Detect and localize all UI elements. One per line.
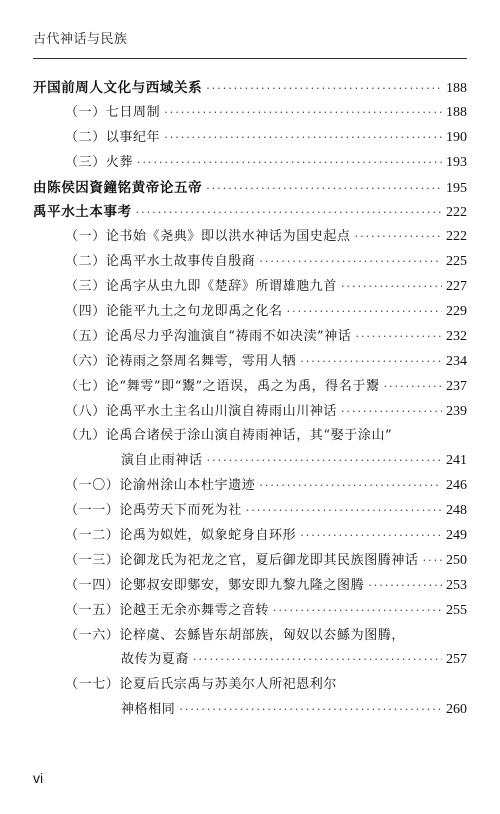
dot-leader: [341, 405, 442, 418]
toc-entry-label: 神格相同: [121, 702, 176, 718]
toc-page-number: 190: [446, 129, 467, 145]
toc-page-number: 229: [446, 304, 467, 320]
toc-entry-label: （一四）论鄋叔安即鄋安，鄋安即九黎九隆之图腾: [65, 577, 365, 593]
toc-section-row: [33, 101, 467, 126]
toc-entry-label: 禹平水土本事考: [33, 204, 132, 221]
toc-page-number: 232: [446, 328, 467, 344]
toc-entry-label: （三）论禹字从虫九即《楚辞》所谓雄虺九首: [65, 279, 338, 295]
toc-section-row: [33, 449, 467, 474]
dot-leader: [355, 230, 442, 243]
toc-page-number: 237: [446, 378, 467, 394]
dot-leader: [207, 454, 442, 467]
toc-section-row: [33, 250, 467, 275]
dot-leader: [384, 380, 442, 393]
toc-entry-label: （五）论禹尽力乎沟洫演自“祷雨不如决渎”神话: [65, 328, 352, 344]
dot-leader: [423, 554, 442, 567]
toc-entry-label: （一六）论梓虞、厺鯀皆东胡部族，匈奴以厺鯀为图腾，: [65, 627, 406, 643]
toc-entry-label: 由陈侯因資鐘铭黄帝论五帝: [33, 179, 203, 196]
toc-entry-label: 开国前周人文化与西域关系: [33, 80, 203, 96]
toc-section-row: [33, 474, 467, 499]
toc-section-row: [33, 624, 467, 649]
toc-entry-label: （一五）论越王无余亦舞雩之音转: [65, 602, 270, 618]
dot-leader: [179, 703, 442, 716]
page-folio: vi: [33, 770, 44, 786]
toc-chapter-row: [33, 76, 467, 101]
toc-page-number: 195: [446, 180, 467, 196]
toc-chapter-row: [33, 200, 467, 225]
toc-entry-label: （一）论书始《尧典》即以洪水神话为国史起点: [65, 229, 351, 245]
toc-section-row: [33, 350, 467, 375]
toc-entry-label: （一三）论御龙氏为祀龙之官，夏后御龙即其民族图腾神话: [65, 552, 419, 568]
toc-entry-label: （六）论祷雨之祭周名舞雩，雩用人牺: [65, 353, 297, 369]
toc-entry-label: （一〇）论渝州涂山本杜宇遗迹: [65, 478, 256, 494]
dot-leader: [341, 280, 442, 293]
toc-section-row: [33, 549, 467, 574]
toc-section-row: [33, 275, 467, 300]
toc-entry-label: （八）论禹平水土主名山川演自祷雨山川神话: [65, 403, 338, 419]
toc-entry-label: （七）论“舞雩”即“鬻”之语误，禹之为禹，得名于鬻: [65, 378, 380, 394]
toc-page-number: 188: [446, 81, 467, 96]
dot-leader: [137, 156, 442, 169]
toc-page-number: 250: [446, 552, 467, 568]
toc-section-row: [33, 574, 467, 599]
toc-section-row: [33, 698, 467, 723]
toc-entry-label: 演自止雨神话: [121, 453, 203, 469]
toc-section-row: [33, 400, 467, 425]
toc-page-number: 255: [446, 602, 467, 618]
dot-leader: [287, 305, 442, 318]
toc-entry-label: （三）火葬: [65, 154, 134, 170]
toc-page-number: 239: [446, 403, 467, 419]
toc-page-number: 241: [446, 453, 467, 469]
dot-leader: [300, 355, 442, 368]
toc-entry-label: （一）七日周制: [65, 104, 161, 120]
toc-page-number: 249: [446, 528, 467, 544]
dot-leader: [273, 604, 442, 617]
dot-leader: [246, 504, 442, 517]
toc-page-number: 253: [446, 577, 467, 593]
dot-leader: [136, 206, 442, 219]
toc-section-row: [33, 599, 467, 624]
toc-page-number: 188: [446, 104, 467, 120]
toc-section-row: [33, 673, 467, 698]
toc-entry-label: （一二）论禹为姒姓，姒象蛇身自环形: [65, 528, 297, 544]
dot-leader: [206, 182, 442, 195]
toc-section-row: [33, 524, 467, 549]
toc-section-row: [33, 151, 467, 176]
toc-entry-label: （一七）论夏后氏宗禹与苏美尔人所祀恩利尔: [65, 677, 338, 693]
dot-leader: [356, 330, 443, 343]
toc-section-row: [33, 225, 467, 250]
toc-section-row: [33, 300, 467, 325]
toc-entry-label: （一一）论禹劳天下而死为社: [65, 503, 242, 519]
toc-page-number: 234: [446, 353, 467, 369]
toc-entry-label: （二）以事纪年: [65, 129, 161, 145]
toc-page-number: 246: [446, 478, 467, 494]
toc-entry-label: 故传为夏裔: [121, 652, 190, 668]
header-rule: [33, 58, 467, 59]
toc-page-number: 225: [446, 254, 467, 270]
toc-page-number: 257: [446, 652, 467, 668]
toc-page-number: 222: [446, 205, 467, 221]
toc-page-number: 193: [446, 154, 467, 170]
toc-section-row: [33, 375, 467, 400]
table-of-contents: [33, 76, 467, 723]
dot-leader: [164, 131, 442, 144]
toc-page-number: 260: [446, 702, 467, 718]
dot-leader: [259, 479, 442, 492]
dot-leader: [300, 529, 442, 542]
toc-section-row: [33, 648, 467, 673]
toc-entry-label: （四）论能平九土之句龙即禹之化名: [65, 304, 283, 320]
toc-entry-label: （九）论禹合诸侯于涂山演自祷雨神话，其“娶于涂山”: [65, 428, 393, 444]
toc-page-number: 227: [446, 279, 467, 295]
toc-section-row: [33, 499, 467, 524]
toc-page-number: 248: [446, 503, 467, 519]
dot-leader: [368, 579, 442, 592]
dot-leader: [259, 255, 442, 268]
dot-leader: [164, 106, 442, 119]
toc-chapter-row: [33, 176, 467, 201]
toc-entry-label: （二）论禹平水土故事传自殷商: [65, 254, 256, 270]
toc-section-row: [33, 325, 467, 350]
dot-leader: [193, 653, 442, 666]
dot-leader: [206, 82, 442, 95]
toc-section-row: [33, 424, 467, 449]
toc-page-number: 222: [446, 229, 467, 245]
running-head: 古代神话与民族: [33, 32, 128, 47]
toc-section-row: [33, 126, 467, 151]
